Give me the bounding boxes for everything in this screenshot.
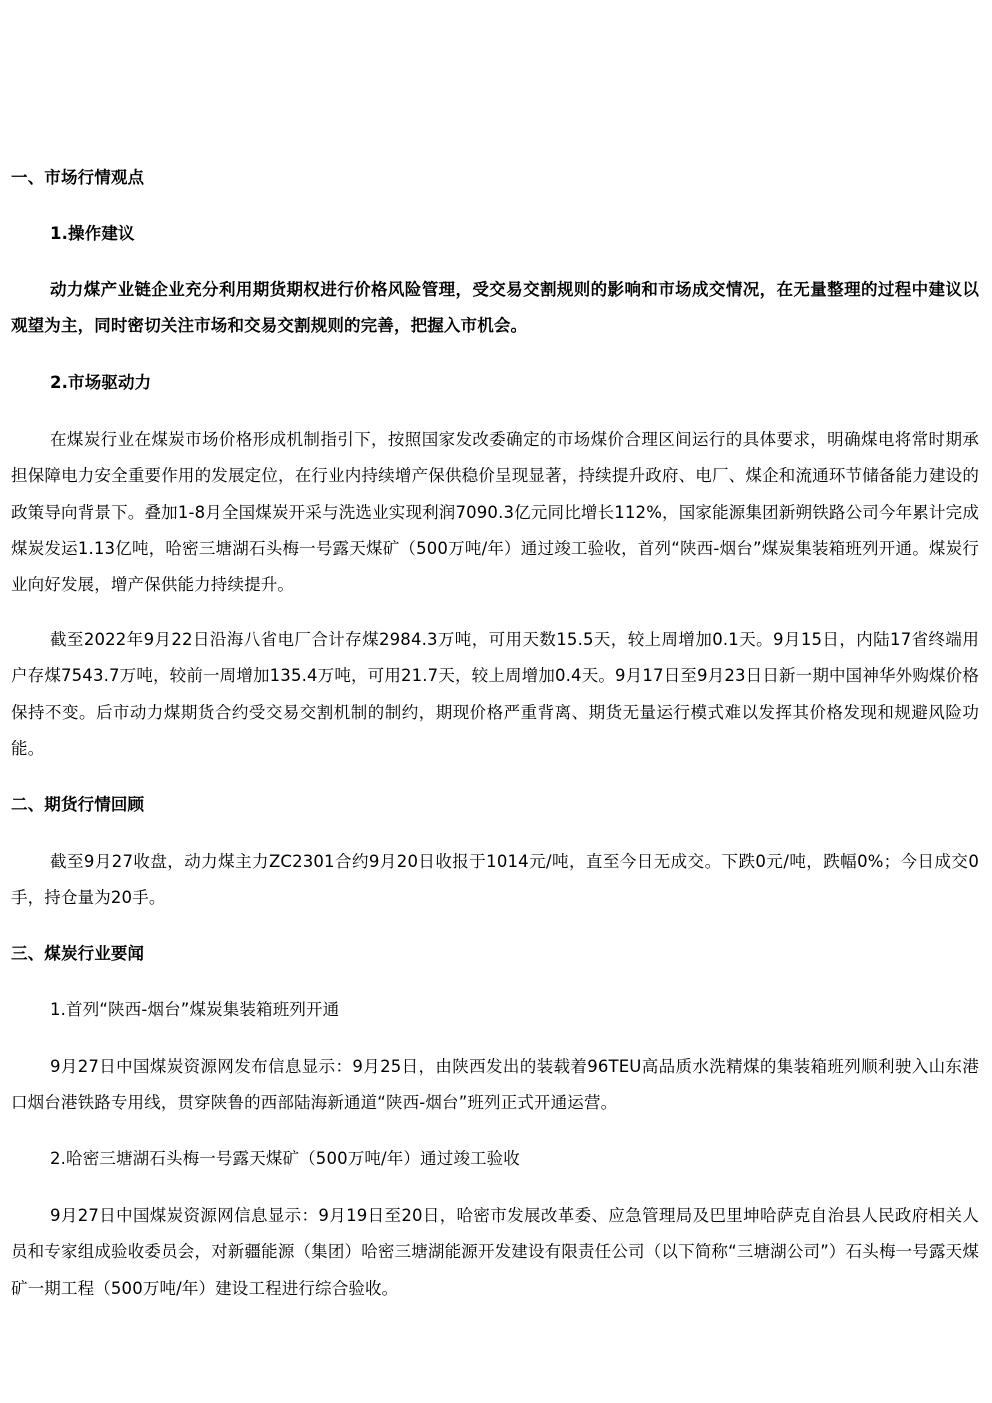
section-heading-industry-news: 三、煤炭行业要闻 [11, 944, 145, 963]
section-heading-futures-review: 二、期货行情回顾 [11, 795, 145, 814]
paragraph-operation-advice: 动力煤产业链企业充分利用期货期权进行价格风险管理，受交易交割规则的影响和市场成交情况，在无量整理的过程中建议以观望为主，同时密切关注市场和交易交割规则的完善，把握入市机会。 [11, 280, 979, 336]
subheading-operation-advice: 1.操作建议 [50, 224, 135, 243]
news-paragraph-1: 9月27日中国煤炭资源网发布信息显示：9月25日，由陕西发出的装载着96TEU高品质水洗精煤的集装箱班列顺利驶入山东港口烟台港铁路专用线，贯穿陕鲁的西部陆海新通道“陕西-烟台”班列正式开通运营。 [11, 1057, 979, 1113]
paragraph-inventory: 截至2022年9月22日沿海八省电厂合计存煤2984.3万吨，可用天数15.5天，较上周增加0.1天。9月15日，内陆17省终端用户存煤7543.7万吨，较前一周增加135.4万吨，可用21.7天，较上周增加0.4天。9月17日至9月23日日新一期中国神华外购煤价格保持不变。后市动力煤期货合约受交易交割机制的制约，期现价格严重背离、期货无量运行模式难以发挥其价格发现和规避风险功能。 [11, 630, 979, 758]
section-heading-market-view: 一、市场行情观点 [11, 168, 145, 187]
news-paragraph-2: 9月27日中国煤炭资源网信息显示：9月19日至20日，哈密市发展改革委、应急管理局及巴里坤哈萨克自治县人民政府相关人员和专家组成验收委员会，对新疆能源（集团）哈密三塘湖能源开发建设有限责任公司（以下简称“三塘湖公司”）石头梅一号露天煤矿一期工程（500万吨/年）建设工程进行综合验收。 [11, 1206, 979, 1298]
subheading-market-drivers: 2.市场驱动力 [50, 373, 152, 392]
paragraph-market-drivers: 在煤炭行业在煤炭市场价格形成机制指引下，按照国家发改委确定的市场煤价合理区间运行的具体要求，明确煤电将常时期承担保障电力安全重要作用的发展定位，在行业内持续增产保供稳价呈现显著，持续提升政府、电厂、煤企和流通环节储备能力建设的政策导向背景下。叠加1-8月全国煤炭开采与洗选业实现利润7090.3亿元同比增长112%，国家能源集团新朔铁路公司今年累计完成煤炭发运1.13亿吨，哈密三塘湖石头梅一号露天煤矿（500万吨/年）通过竣工验收，首列“陕西-烟台”煤炭集装箱班列开通。煤炭行业向好发展，增产保供能力持续提升。 [11, 430, 979, 595]
news-title-1: 1.首列“陕西-烟台”煤炭集装箱班列开通 [50, 1000, 340, 1019]
paragraph-futures-review: 截至9月27收盘，动力煤主力ZC2301合约9月20日收报于1014元/吨，直至今日无成交。下跌0元/吨，跌幅0%；今日成交0手，持仓量为20手。 [11, 852, 979, 908]
news-title-2: 2.哈密三塘湖石头梅一号露天煤矿（500万吨/年）通过竣工验收 [50, 1149, 520, 1168]
